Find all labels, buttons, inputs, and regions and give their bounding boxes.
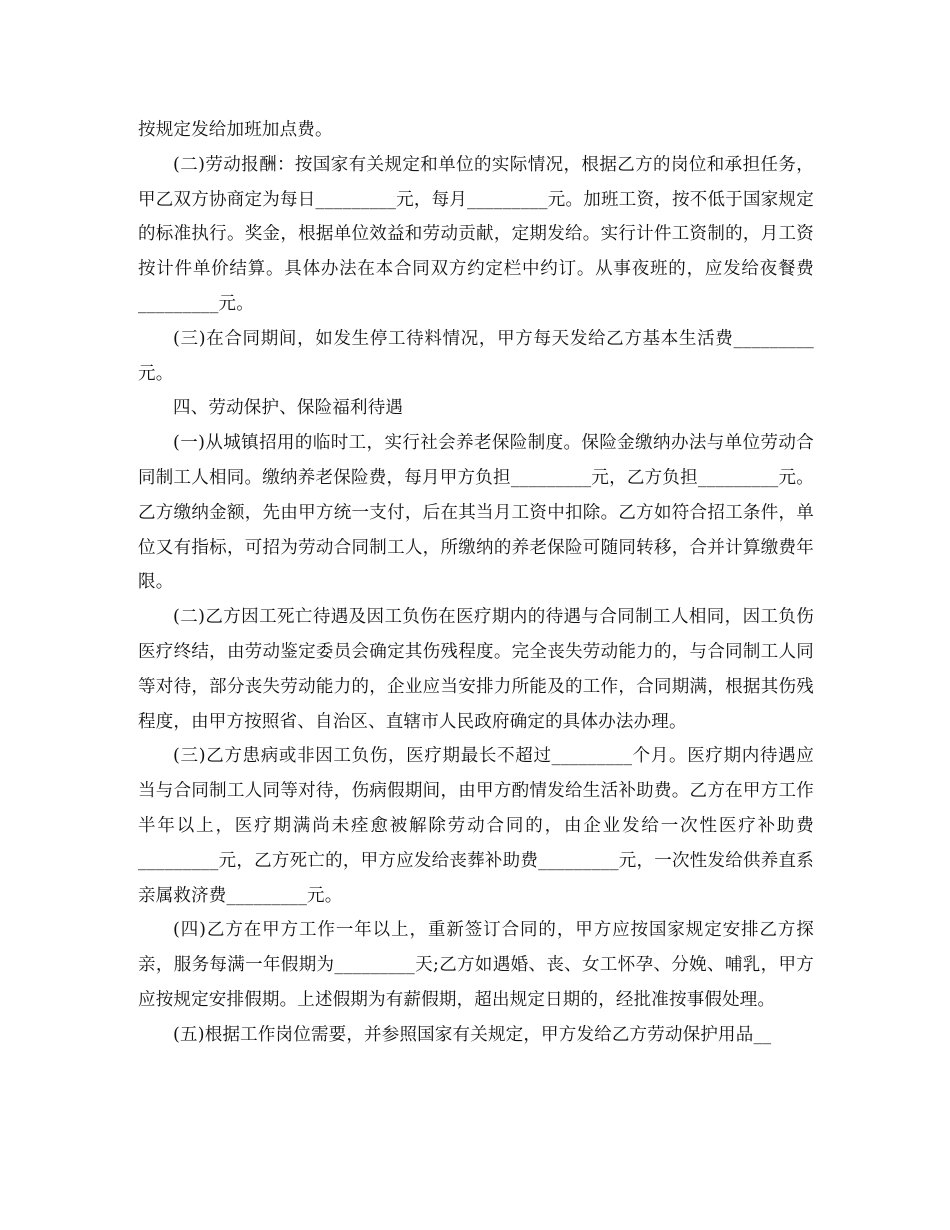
paragraph-pension-insurance: (一)从城镇招用的临时工，实行社会养老保险制度。保险金缴纳办法与单位劳动合同制工人相同。缴纳养老保险费，每月甲方负担_________元，乙方负担_________元。乙方缴纳金额，先由甲方统一支付，后在其当月工资中扣除。乙方如符合招工条件，单位又有指标，可招为劳动合同制工人，所缴纳的养老保险可随同转移，合并计算缴费年限。 [138,433,814,593]
document-body [138,113,814,1053]
paragraph-work-injury: (二)乙方因工死亡待遇及因工负伤在医疗期内的待遇与合同制工人相同，因工负伤医疗终结，由劳动鉴定委员会确定其伤残程度。完全丧失劳动能力的，与合同制工人同等对待，部分丧失劳动能力的，企业应当安排力所能及的工作，合同期满，根据其伤残程度，由甲方按照省、自治区、直辖市人民政府确定的具体办法办理。 [138,607,814,732]
paragraph-overtime-pay: 按规定发给加班加点费。 [138,120,333,140]
paragraph-work-stoppage-allowance: (三)在合同期间，如发生停工待料情况，甲方每天发给乙方基本生活费_________元。 [138,328,814,384]
paragraph-family-visit-leave: (四)乙方在甲方工作一年以上，重新签订合同的，甲方应按国家规定安排乙方探亲，服务每满一年假期为_________天;乙方如遇婚、丧、女工怀孕、分娩、哺乳，甲方应按规定安排假期。上述假期为有薪假期，超出规定日期的，经批准按事假处理。 [138,920,814,1010]
paragraph-protective-equipment: (五)根据工作岗位需要，并参照国家有关规定，甲方发给乙方劳动保护用品__ [173,1024,772,1045]
paragraph-labor-remuneration: (二)劳动报酬：按国家有关规定和单位的实际情况，根据乙方的岗位和承担任务，甲乙双方协商定为每日_________元，每月_________元。加班工资，按不低于国家规定的标准执行。奖金，根据单位效益和劳动贡献，定期发给。实行计件工资制的，月工资按计件单价结算。具体办法在本合同双方约定栏中约订。从事夜班的，应发给夜餐费_________元。 [138,154,814,314]
paragraph-sick-leave: (三)乙方患病或非因工负伤，医疗期最长不超过_________个月。医疗期内待遇应当与合同制工人同等对待，伤病假期间，由甲方酌情发给生活补助费。乙方在甲方工作半年以上，医疗期满尚未痊愈被解除劳动合同的，由企业发给一次性医疗补助费_________元，乙方死亡的，甲方应发给丧葬补助费_________元，一次性发给供养直系亲属救济费_________元。 [138,746,814,906]
section-heading-labor-protection: 四、劳动保护、保险福利待遇 [173,398,404,419]
